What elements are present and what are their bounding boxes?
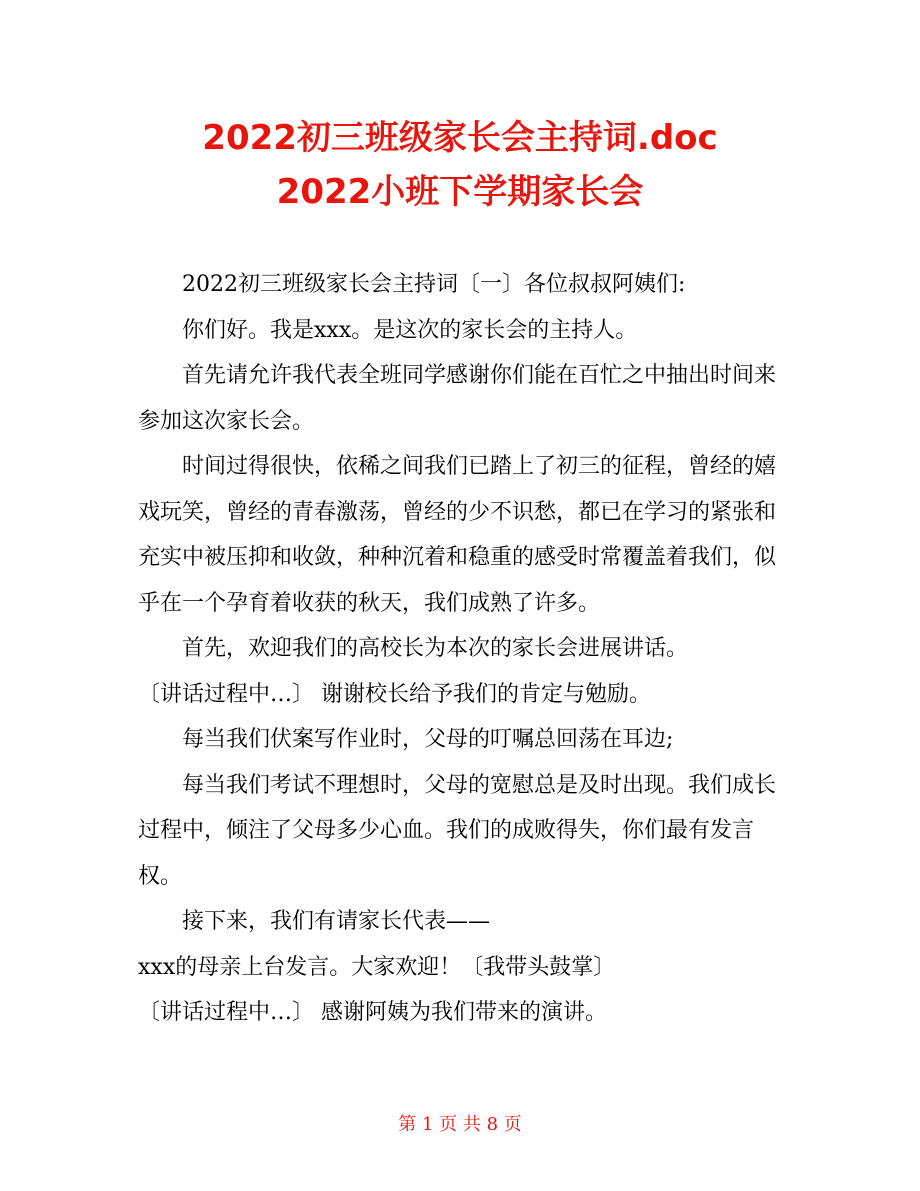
- paragraph-reflection: 时间过得很快，依稀之间我们已踏上了初三的征程，曾经的嬉戏玩笑，曾经的青春激荡，曾经的少不识愁，都已在学习的紧张和充实中被压抑和收敛，种种沉着和稳重的感受时常覆盖着我们，似乎在一个孕育着收获的秋天，我们成熟了许多。: [138, 454, 777, 616]
- document-subtitle: 2022小班下学期家长会: [276, 172, 644, 212]
- paragraph-principal-speech: 〔讲话过程中…〕 谢谢校长给予我们的肯定与勉励。: [138, 681, 651, 707]
- document-title: 2022初三班级家长会主持词.doc: [202, 118, 718, 158]
- paragraph-parent-representative: 接下来，我们有请家长代表——: [182, 909, 491, 934]
- paragraph-thanks-aunt: 〔讲话过程中…〕 感谢阿姨为我们带来的演讲。: [138, 1000, 607, 1025]
- paragraph-thanks: 首先请允许我代表全班同学感谢你们能在百忙之中抽出时间来参加这次家长会。: [138, 363, 777, 434]
- paragraph-greeting: 2022初三班级家长会主持词〔一〕各位叔叔阿姨们:: [182, 272, 686, 297]
- paragraph-intro: 你们好。我是xxx。是这次的家长会的主持人。: [182, 317, 638, 343]
- paragraph-mother-speech: xxx的母亲上台发言。大家欢迎！〔我带头鼓掌〕: [138, 954, 616, 980]
- paragraph-parents-comfort: 每当我们考试不理想时，父母的宽慰总是及时出现。我们成长过程中，倾注了父母多少心血。我们的成败得失，你们最有发言权。: [138, 772, 777, 889]
- document-body: [138, 262, 788, 1036]
- paragraph-parents-reminder: 每当我们伏案写作业时，父母的叮嘱总回荡在耳边;: [182, 727, 674, 752]
- page-footer: 第 1 页 共 8 页: [398, 1114, 522, 1135]
- paragraph-welcome-principal: 首先，欢迎我们的高校长为本次的家长会进展讲话。: [182, 636, 689, 661]
